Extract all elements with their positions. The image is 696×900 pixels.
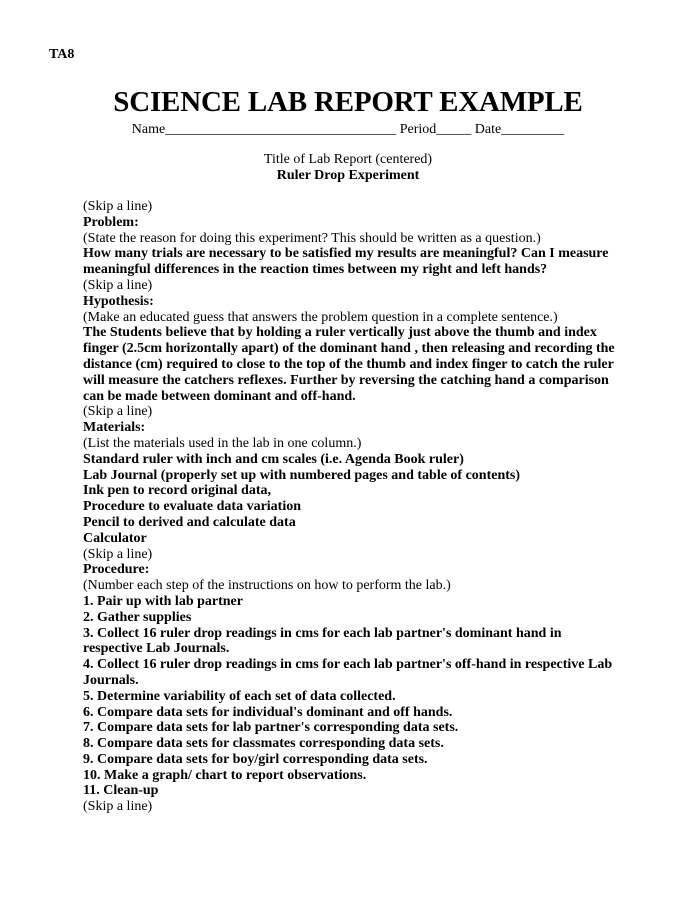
procedure-step: 4. Collect 16 ruler drop readings in cms for each lab partner's off-hand in respective Lab Journals.	[83, 657, 613, 688]
document-tag: TA8	[49, 47, 75, 62]
procedure-step: 1. Pair up with lab partner	[83, 593, 243, 609]
skip-line-note: (Skip a line)	[83, 799, 153, 815]
material-item: Calculator	[83, 530, 147, 546]
procedure-step: 8. Compare data sets for classmates corresponding data sets.	[83, 736, 444, 752]
problem-section	[83, 199, 623, 278]
procedure-section	[83, 547, 623, 816]
skip-line-note: (Skip a line)	[83, 546, 153, 562]
problem-text: How many trials are necessary to be satisfied my results are meaningful? Can I measure meaningful differences in the reaction times between my right and left hands?	[83, 246, 609, 278]
material-item: Procedure to evaluate data variation	[83, 499, 302, 515]
material-item: Standard ruler with inch and cm scales (i.e. Agenda Book ruler)	[83, 451, 464, 467]
material-item: Lab Journal (properly set up with numbered pages and table of contents)	[83, 467, 521, 483]
lab-title-block	[0, 152, 696, 184]
procedure-step: 11. Clean-up	[83, 783, 159, 799]
lab-title-note: Title of Lab Report (centered)	[263, 152, 433, 167]
material-item: Pencil to derived and calculate data	[83, 514, 296, 530]
hypothesis-text: The Students believe that by holding a ruler vertically just above the thumb and index finger (2.5cm horizontally apart) of the dominant hand , then releasing and recording the distance (cm) required to close to the top of the thumb and index finger to catch the ruler will measure the catchers reflexes. Further by reversing the catching hand a comparison can be made between dominant and off-hand.	[83, 325, 615, 404]
report-body	[83, 199, 623, 815]
skip-line-note: (Skip a line)	[83, 404, 153, 420]
lab-title: Ruler Drop Experiment	[276, 168, 420, 183]
name-period-date-line: Name_________________________________ Period_____ Date_________	[131, 122, 565, 137]
procedure-step: 7. Compare data sets for lab partner's corresponding data sets.	[83, 720, 459, 736]
procedure-instruction: (Number each step of the instructions on how to perform the lab.)	[83, 578, 451, 594]
hypothesis-instruction: (Make an educated guess that answers the problem question in a complete sentence.)	[83, 309, 558, 325]
problem-heading: Problem:	[83, 214, 139, 230]
skip-line-note: (Skip a line)	[83, 277, 153, 293]
procedure-heading: Procedure:	[83, 562, 150, 578]
hypothesis-section	[83, 278, 623, 404]
procedure-step: 2. Gather supplies	[83, 609, 192, 625]
procedure-step: 9. Compare data sets for boy/girl corresponding data sets.	[83, 751, 428, 767]
procedure-step: 5. Determine variability of each set of data collected.	[83, 688, 396, 704]
materials-section	[83, 404, 623, 546]
problem-instruction: (State the reason for doing this experiment? This should be written as a question.)	[83, 230, 541, 246]
material-item: Ink pen to record original data,	[83, 483, 271, 499]
procedure-step: 6. Compare data sets for individual's dominant and off hands.	[83, 704, 453, 720]
page-title: SCIENCE LAB REPORT EXAMPLE	[113, 86, 583, 118]
procedure-step: 3. Collect 16 ruler drop readings in cms for each lab partner's dominant hand in respective Lab Journals.	[83, 625, 562, 657]
skip-line-note: (Skip a line)	[83, 199, 153, 214]
procedure-step: 10. Make a graph/ chart to report observations.	[83, 767, 367, 783]
hypothesis-heading: Hypothesis:	[83, 293, 154, 309]
materials-heading: Materials:	[83, 420, 146, 436]
materials-instruction: (List the materials used in the lab in one column.)	[83, 435, 362, 451]
